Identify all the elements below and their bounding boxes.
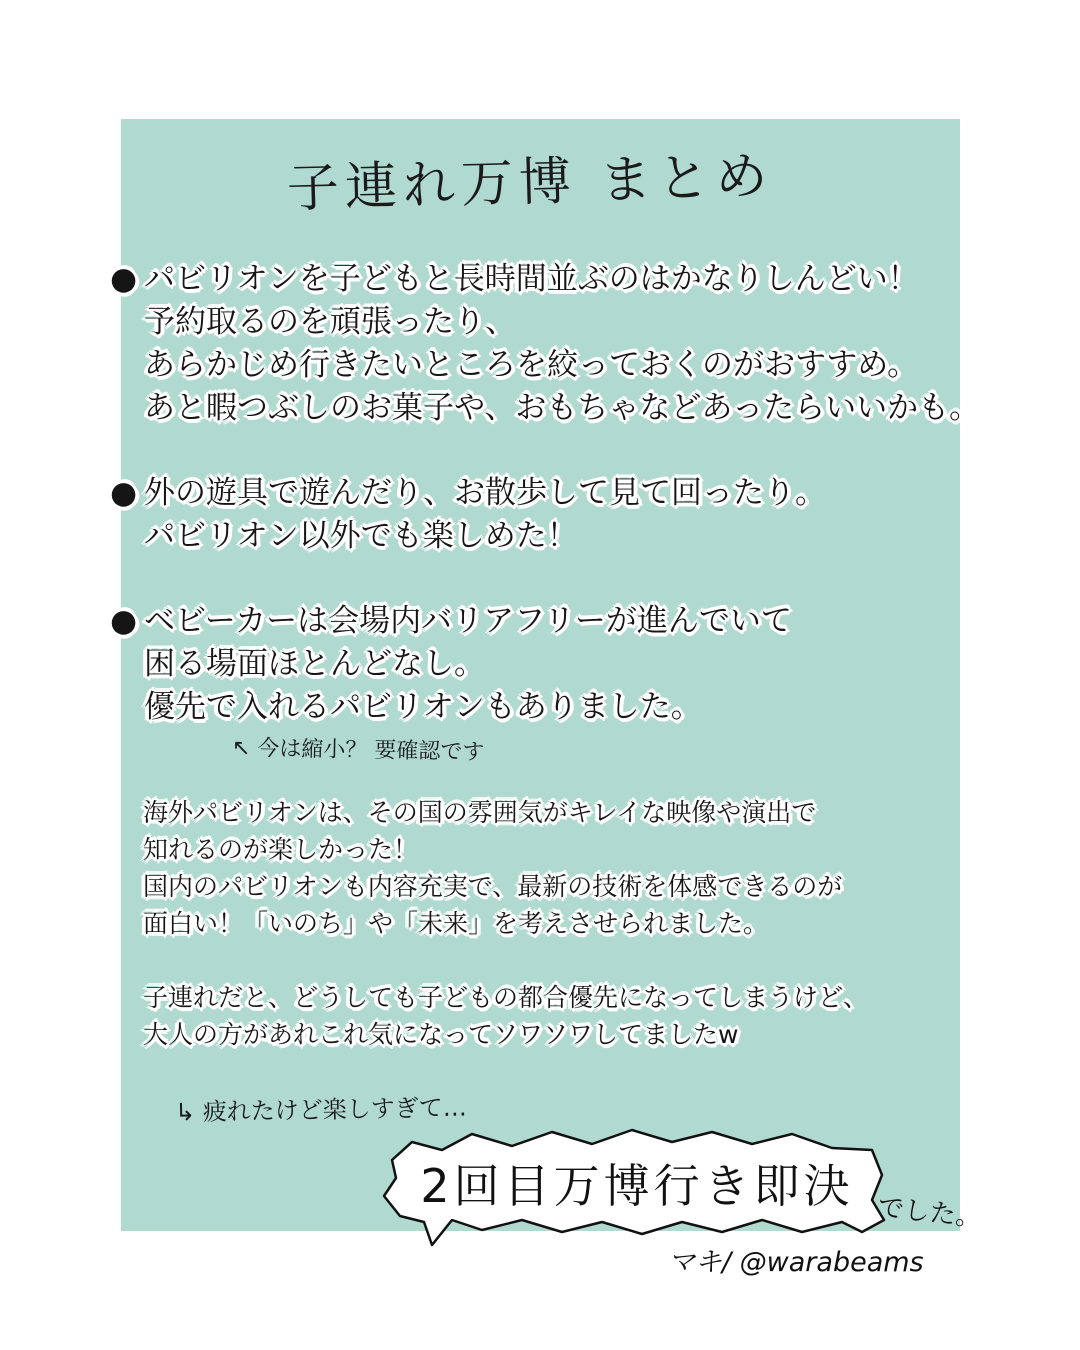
- bullet-icon: ●: [110, 603, 138, 639]
- ending-text: でした。: [876, 1192, 984, 1234]
- paragraph-line: 知れるのが楽しかった！: [143, 835, 419, 864]
- bullet-icon: ●: [110, 475, 138, 511]
- section-line: [110, 600, 792, 643]
- paragraph-line: 面白い！「いのち」や「未来」を考えさせられました。: [143, 909, 769, 938]
- paragraph-line: 海外パビリオンは、その国の雰囲気がキレイな映像や演出で: [143, 798, 817, 827]
- paragraph-kids: [143, 979, 868, 1053]
- section-outdoor: [110, 472, 826, 558]
- paragraph-line: 国内のパビリオンも内容充実で、最新の技術を体感できるのが: [143, 872, 843, 901]
- bullet-icon: ●: [110, 261, 138, 297]
- section-line: [110, 258, 980, 301]
- paragraph-pavilions: [143, 794, 842, 942]
- handwritten-note-priority: ↖ 今は縮小？ 要確認です: [231, 735, 485, 766]
- author-signature: マキ/ @warabeams: [668, 1247, 924, 1278]
- section-line: あと暇つぶしのお菓子や、おもちゃなどあったらいいかも。: [144, 390, 981, 426]
- section-stroller: [110, 600, 792, 729]
- page-title: 子連れ万博 まとめ: [286, 146, 775, 220]
- handwritten-note-tired: ↳ 疲れたけど楽しすぎて…: [174, 1093, 468, 1127]
- paragraph-line: 大人の方があれこれ気になってソワソワしてましたw: [143, 1020, 739, 1049]
- section-waiting: [110, 258, 980, 430]
- section-text: パビリオンを子どもと長時間並ぶのはかなりしんどい！: [144, 261, 919, 297]
- section-line: 困る場面ほとんどなし。: [144, 646, 485, 682]
- section-text: ベビーカーは会場内バリアフリーが進んでいて: [144, 603, 792, 639]
- section-line: パビリオン以外でも楽しめた！: [144, 518, 578, 554]
- paragraph-line: 子連れだと、どうしても子どもの都合優先になってしまうけど、: [143, 983, 869, 1012]
- section-line: [110, 472, 826, 515]
- section-line: 優先で入れるパビリオンもありました。: [144, 689, 702, 725]
- section-text: 外の遊具で遊んだり、お散歩して見て回ったり。: [144, 475, 826, 511]
- section-line: あらかじめ行きたいところを絞っておくのがおすすめ。: [144, 347, 919, 383]
- burst-text: 2回目万博行き即決: [420, 1159, 854, 1213]
- section-line: 予約取るのを頑張ったり、: [144, 304, 516, 340]
